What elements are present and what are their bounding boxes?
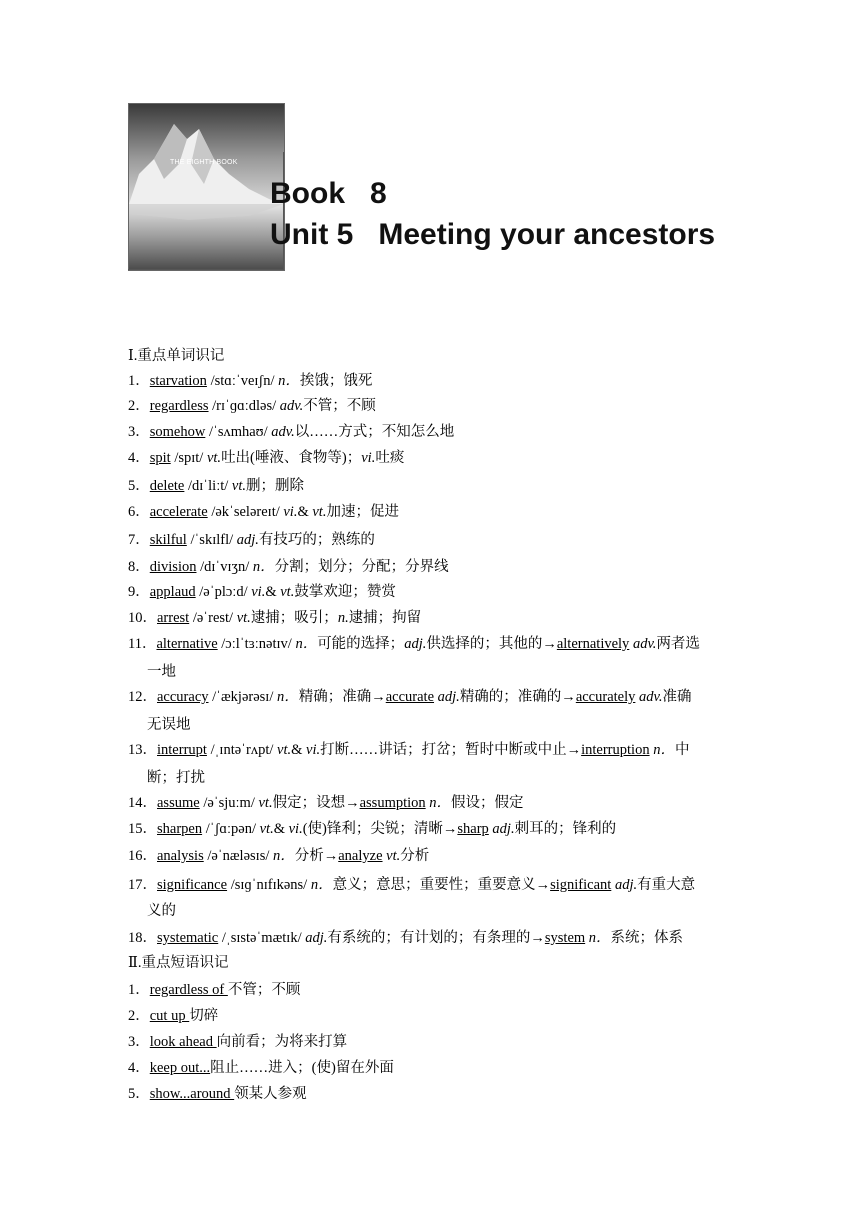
definition: 领某人参观 bbox=[234, 1086, 307, 1102]
word-item bbox=[128, 528, 375, 549]
keyword: regardless of bbox=[149, 982, 228, 998]
definition: /ˌsɪstəˈmætɪk/ adj.有系统的；有计划的；有条理的→ bbox=[218, 930, 545, 946]
word-item bbox=[128, 446, 404, 467]
phrase-item bbox=[128, 1030, 347, 1051]
keyword: analysis bbox=[157, 848, 204, 864]
section-heading-phrases: Ⅱ.重点短语识记 bbox=[128, 955, 229, 971]
keyword: assumption bbox=[359, 795, 426, 811]
definition: /rɪˈɡɑːdləs/ adv.不管；不顾 bbox=[208, 398, 376, 414]
definition: /dɪˈvɪʒn/ n．分割；划分；分配；分界线 bbox=[196, 559, 449, 575]
keyword: delete bbox=[149, 478, 185, 494]
word-item bbox=[128, 420, 454, 441]
definition: /əˈplɔːd/ vi.& vt.鼓掌欢迎；赞赏 bbox=[195, 584, 396, 600]
keyword: show...around bbox=[149, 1086, 235, 1102]
keyword: accuracy bbox=[157, 689, 209, 705]
unit-title: Unit 5 Meeting your ancestors bbox=[270, 218, 716, 251]
definition: /ˈsʌmhaʊ/ adv.以……方式；不知怎么地 bbox=[205, 424, 455, 440]
item-number: 2． bbox=[128, 1008, 150, 1024]
word-item bbox=[128, 738, 689, 759]
keyword: accelerate bbox=[149, 504, 208, 520]
keyword: significance bbox=[157, 877, 228, 893]
keyword: division bbox=[149, 559, 197, 575]
phrase-item bbox=[128, 1004, 218, 1025]
book-title: Book 8 bbox=[270, 177, 387, 210]
keyword: look ahead bbox=[149, 1034, 217, 1050]
phrase-item bbox=[128, 978, 300, 999]
item-number: 14． bbox=[128, 795, 157, 811]
definition: /sɪɡˈnɪfɪkəns/ n．意义；意思；重要性；重要意义→ bbox=[227, 877, 551, 893]
cover-border-line bbox=[128, 269, 284, 270]
keyword: sharp bbox=[457, 821, 489, 837]
keyword: assume bbox=[157, 795, 200, 811]
item-number: 5． bbox=[128, 1086, 150, 1102]
keyword: spit bbox=[149, 450, 171, 466]
section-heading-words: Ⅰ.重点单词识记 bbox=[128, 348, 225, 364]
word-item bbox=[128, 791, 524, 812]
definition: /stɑːˈveɪʃn/ n．挨饿；饿死 bbox=[206, 373, 373, 389]
keyword: starvation bbox=[149, 373, 207, 389]
definition: vt.分析 bbox=[386, 848, 430, 864]
definition: n．系统；体系 bbox=[588, 930, 684, 946]
word-item bbox=[128, 632, 700, 653]
definition: 向前看；为将来打算 bbox=[216, 1034, 348, 1050]
word-item bbox=[128, 500, 399, 521]
definition: /əˈsjuːm/ vt.假定；设想→ bbox=[199, 795, 360, 811]
definition: /ɔːlˈtɜːnətɪv/ n．可能的选择；adj.供选择的；其他的→ bbox=[217, 636, 557, 652]
word-item bbox=[128, 844, 429, 865]
definition: /əˈnæləsɪs/ n．分析→ bbox=[203, 848, 339, 864]
keyword: alternatively bbox=[556, 636, 630, 652]
iceberg-illustration bbox=[129, 104, 284, 270]
word-item bbox=[128, 580, 396, 601]
item-number: 17． bbox=[128, 877, 157, 893]
word-item bbox=[128, 474, 304, 495]
definition-continuation: 无误地 bbox=[147, 717, 191, 733]
item-number: 3． bbox=[128, 424, 150, 440]
keyword: system bbox=[544, 930, 586, 946]
item-number: 9． bbox=[128, 584, 150, 600]
phrase-item bbox=[128, 1056, 394, 1077]
definition: n．假设；假定 bbox=[429, 795, 524, 811]
word-item bbox=[128, 555, 449, 576]
definition: /dɪˈliːt/ vt.删；删除 bbox=[184, 478, 304, 494]
item-number: 12． bbox=[128, 689, 157, 705]
keyword: significant bbox=[550, 877, 612, 893]
definition: /ˈækjərəsɪ/ n．精确；准确→ bbox=[208, 689, 386, 705]
keyword: systematic bbox=[157, 930, 219, 946]
definition: adj.有重大意 bbox=[614, 877, 696, 893]
definition: adv.准确 bbox=[639, 689, 692, 705]
keyword: applaud bbox=[149, 584, 196, 600]
item-number: 5． bbox=[128, 478, 150, 494]
keyword: skilful bbox=[149, 532, 187, 548]
item-number: 1． bbox=[128, 982, 150, 998]
definition: 切碎 bbox=[189, 1008, 219, 1024]
keyword: accurately bbox=[575, 689, 636, 705]
definition: adv.两者选 bbox=[632, 636, 700, 652]
keyword: interrupt bbox=[157, 742, 207, 758]
keyword: keep out... bbox=[149, 1060, 211, 1076]
item-number: 11． bbox=[128, 636, 157, 652]
definition: /əkˈseləreɪt/ vi.& vt.加速；促进 bbox=[207, 504, 399, 520]
word-item bbox=[128, 685, 692, 706]
word-item bbox=[128, 817, 616, 838]
definition-continuation: 一地 bbox=[147, 664, 176, 680]
definition: n．中 bbox=[653, 742, 690, 758]
keyword: somehow bbox=[149, 424, 206, 440]
word-item bbox=[128, 873, 695, 894]
keyword: alternative bbox=[156, 636, 218, 652]
keyword: regardless bbox=[149, 398, 209, 414]
definition: 不管；不顾 bbox=[227, 982, 301, 998]
definition: /əˈrest/ vt.逮捕；吸引；n.逮捕；拘留 bbox=[189, 610, 422, 626]
definition: /ˈskɪlfl/ adj.有技巧的；熟练的 bbox=[186, 532, 375, 548]
word-item bbox=[128, 394, 376, 415]
keyword: interruption bbox=[581, 742, 650, 758]
item-number: 4． bbox=[128, 450, 150, 466]
cover-label: THE EIGHTH BOOK bbox=[170, 159, 238, 166]
item-number: 6． bbox=[128, 504, 150, 520]
definition-continuation: 断；打扰 bbox=[147, 770, 205, 786]
keyword: arrest bbox=[157, 610, 190, 626]
definition: 阻止……进入；(使)留在外面 bbox=[210, 1060, 394, 1076]
phrase-item bbox=[128, 1082, 307, 1103]
word-item bbox=[128, 926, 683, 947]
definition-continuation: 义的 bbox=[147, 903, 176, 919]
keyword: cut up bbox=[149, 1008, 190, 1024]
item-number: 2． bbox=[128, 398, 150, 414]
item-number: 16． bbox=[128, 848, 157, 864]
keyword: sharpen bbox=[157, 821, 203, 837]
keyword: analyze bbox=[338, 848, 383, 864]
item-number: 8． bbox=[128, 559, 150, 575]
definition: /ˌɪntəˈrʌpt/ vt.& vi.打断……讲话；打岔；暂时中断或中止→ bbox=[206, 742, 582, 758]
word-item bbox=[128, 606, 421, 627]
definition: adj.刺耳的；锋利的 bbox=[492, 821, 617, 837]
keyword: accurate bbox=[385, 689, 435, 705]
item-number: 7． bbox=[128, 532, 150, 548]
item-number: 1． bbox=[128, 373, 150, 389]
definition: /spɪt/ vt.吐出(唾液、食物等)；vi.吐痰 bbox=[170, 450, 405, 466]
item-number: 13． bbox=[128, 742, 157, 758]
item-number: 15． bbox=[128, 821, 157, 837]
definition: /ˈʃɑːpən/ vt.& vi.(使)锋利；尖锐；清晰→ bbox=[202, 821, 458, 837]
definition: adj.精确的；准确的→ bbox=[437, 689, 576, 705]
item-number: 10． bbox=[128, 610, 157, 626]
book-cover-image bbox=[128, 103, 285, 271]
item-number: 18． bbox=[128, 930, 157, 946]
word-item bbox=[128, 369, 372, 390]
item-number: 4． bbox=[128, 1060, 150, 1076]
item-number: 3． bbox=[128, 1034, 150, 1050]
